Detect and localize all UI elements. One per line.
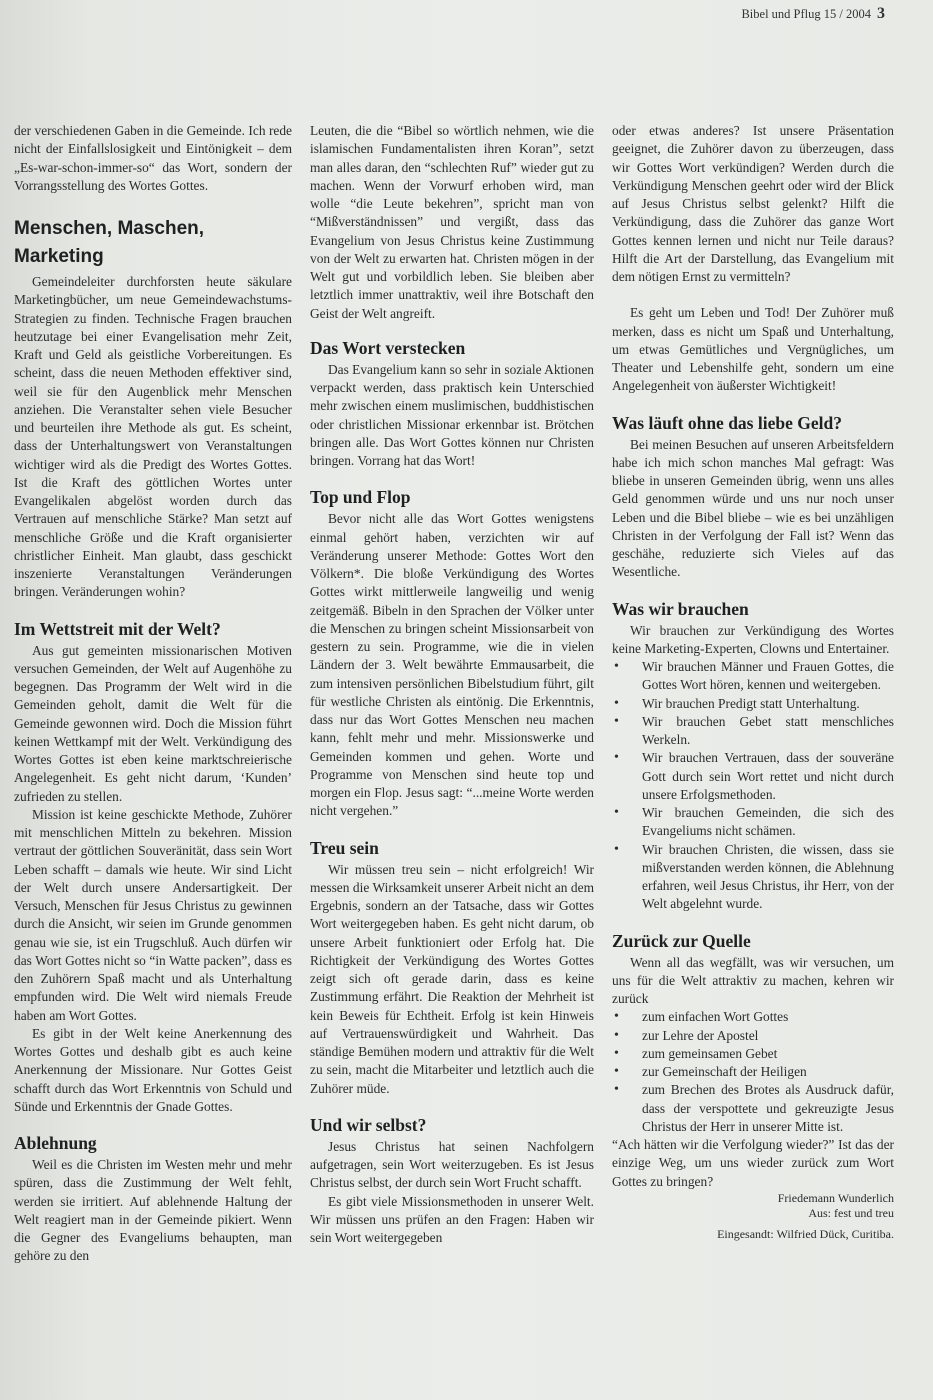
col2-intro: Leuten, die die “Bibel so wörtlich nehmen, wie die islamischen Fundamentalisten ihren Koran”, setzt man alles daran, den “schlechten Ruf” wieder gut zu machen. Wenn der Vorwurf erhoben wird, man wolle “die Leute bekehren”, spricht man von “Mißverständnissen” und vergißt, dass das Evangelium von Jesus Christus keine Zustimmung von der Welt zu erwarten hat. Christen mögen in der Welt gut und vorbildlich leben. Sie bleiben aber letztlich immer unattraktiv, weil ihre Botschaft den Geist der Welt angreift. (310, 123, 594, 321)
list-item: • Wir brauchen Vertrauen, dass der souveräne Gott durch sein Wort rettet und nicht durch unsere Erfolgsmethoden. (612, 749, 894, 804)
paragraph-treu: Wir müssen treu sein – nicht erfolgreich! Wir messen die Wirksamkeit unserer Arbeit nicht an dem Ergebnis, sondern an der Tatsache, dass wir Gottes Wort weitergegeben haben. Es geht nicht darum, ob unsere Arbeit funktioniert oder Erfolg hat. Die Richtigkeit der Verkündigung des Wortes Gottes zeigt sich oft gerade darin, dass es keine Zustimmung erfährt. Die Reaktion der Mehrheit ist kein Beweis für Echtheit. Erfolg ist kein Hinweis auf Vertrauenswürdigkeit und Wahrheit. Das ständige Bemühen modern und attraktiv für die Welt zu sein, macht die Mitarbeiter und letztlich auch die Zuhörer müde. (310, 861, 594, 1096)
heading-brauchen: Was wir brauchen (612, 598, 749, 619)
list-item: • zum einfachen Wort Gottes (612, 1008, 894, 1026)
col1-intro: der verschiedenen Gaben in die Gemeinde. Ich rede nicht der Einfallslosigkeit und Eintönigkeit – dem „Es-war-schon-immer-so“ das Wort, sondern der Vorrangsstellung des Wortes Gottes. (14, 123, 292, 193)
paragraph-selbst-2: Es gibt viele Missionsmethoden in unserer Welt. Wir müssen uns prüfen an den Fragen: Haben wir sein Wort weitergegeben (310, 1193, 594, 1245)
heading-ablehnung: Ablehnung (14, 1133, 97, 1153)
paragraph-verfolgung: “Ach hätten wir die Verfolgung wieder?” Ist das der einzige Weg, um uns wieder zurück zum Wort Gottes zu bringen? (612, 1137, 894, 1189)
paragraph-wettstreit-1: Aus gut gemeinten missionarischen Motiven versuchen Gemeinden, der Welt auf Augenhöhe zu begegnen. Das Programm der Welt wird in die Gemeinden geholt, damit die Welt für die Gemeinde gewonnen wird. Doch die Mission führt keinen Wettkampf mit der Welt. Verkündigung des Wortes Gottes ist eben keine marktschreierische Angelegenheit. Es geht nicht darum, ‘Kunden’ zufrieden zu stellen. (14, 642, 292, 804)
spacer (612, 286, 894, 304)
paragraph-top-flop: Bevor nicht alle das Wort Gottes wenigstens einmal gehört haben, verzichten wir auf Veränderung unserer Methode: Gottes Wort den Völkern*. Die bloße Verkündigung des Wortes Gottes wirkt mittlerweile langweilig und wenig zeitgemäß. Bibeln in den Sprachen der Völker unter die Menschen zu bringen scheint Missionsarbeit von gestern zu sein. Programme, wie die in vielen Ländern der 3. Welt bewährte Emmausarbeit, die zum intensiven persönlichen Bibelstudium führt, gilt für westliche Christen als eintönig. Die Erkenntnis, dass nur das Wort Gottes Menschen neu machen kann, fehlt mehr und mehr. Missionswerke und Gemeinden kommen und gehen. Worte und Programme von Menschen sind heute top und morgen ein Flop. Jesus sagt: “...meine Worte werden nicht vergehen.” (310, 511, 594, 819)
list-item: • Wir brauchen Predigt statt Unterhaltung. (612, 695, 894, 713)
paragraph-geld: Bei meinen Besuchen auf unseren Arbeitsfeldern habe ich mich schon manches Mal gefragt: Was bliebe in unseren Gemeinden übrig, wenn uns alles Geld genommen würde und uns nur noch unser Leben und die Bibel bliebe – wie es bei unzähligen Christen in der Verfolgung der Fall ist? Wenn das geschähe, reduzierte sich Vieles auf das Wesentliche. (612, 436, 894, 580)
paragraph-wettstreit-2: Mission ist keine geschickte Methode, Zuhörer mit menschlichen Mitteln zu bekehren. Mission vertraut der göttlichen Souveränität, dass sein Wort Leben schafft – damals wie heute. Wir sind Licht der Welt durch unsere Andersartigkeit. Der Versuch, Menschen für Jesus Christus zu gewinnen durch die Ansicht, wir seien im Grunde genommen genau wie sie, ist ein Trugschluß. Auch dürfen wir das Wort Gottes nicht so “in Watte packen”, dass es den Zuhörern Spaß macht und als Unterhaltung empfunden wird. Die Welt wird niemals Freude haben am Wort Gottes. (14, 806, 292, 1023)
author-name: Friedemann Wunderlich (777, 1190, 894, 1205)
paragraph-verstecken: Das Evangelium kann so sehr in soziale Aktionen verpackt werden, dass praktisch kein Unterschied mehr zwischen einem muslimischen, buddhistischen oder christlichen Missionar erkennbar ist. Brötchen bringen alle. Das Wort Gottes können nur Christen bringen. Vorrang hat das Wort! (310, 361, 594, 468)
paragraph-brauchen: Wir brauchen zur Verkündigung des Wortes keine Marketing-Experten, Clowns und Entertainer. (612, 622, 894, 656)
paragraph-leben: Es geht um Leben und Tod! Der Zuhörer muß merken, dass es nicht um Spaß und Unterhaltung, um etwas Gemütliches und Vergnügliches, um Theater und Lebenshilfe geht, sondern um eine Angelegenheit von äußerster Wichtigkeit! (612, 305, 894, 394)
list-item: • zum gemeinsamen Gebet (612, 1045, 894, 1063)
list-item: • zum Brechen des Brotes als Ausdruck dafür, dass der verspottete und gekreuzigte Jesus Christus der Herr in unserer Mitte ist. (612, 1081, 894, 1136)
column-1 (14, 122, 292, 1266)
heading-selbst: Und wir selbst? (310, 1114, 427, 1135)
list-item: • zur Lehre der Apostel (612, 1027, 894, 1045)
paragraph-selbst-1: Jesus Christus hat seinen Nachfolgern aufgetragen, sein Wort weiterzugeben. Es ist Jesus Christus selbst, der durch sein Wort Frucht schafft. (310, 1138, 594, 1191)
column-2 (310, 122, 594, 1247)
paragraph-quelle: Wenn all das wegfällt, was wir versuchen, um uns für die Welt attraktiv zu machen, kehren wir zurück (612, 954, 894, 1006)
heading-top-flop: Top und Flop (310, 487, 411, 508)
col3-intro: oder etwas anderes? Ist unsere Präsentation geeignet, die Zuhörer davon zu überzeugen, dass wir Gottes Wort verkündigen? Werden durch die Verkündigung Menschen geehrt oder wird der Blick auf Jesus Christus selbst gelenkt? Hilft die Verkündigung, dass die Zuhörer das ganze Wort Gottes kennen lernen und nicht nur Teile daraus? Hilft die Art der Darstellung, das Evangelium mit dem nötigen Ernst zu vermitteln? (612, 123, 894, 284)
page-header (741, 5, 885, 23)
header-title: Bibel und Pflug 15 / 2004 (741, 7, 871, 21)
page-number: 3 (877, 5, 885, 22)
paragraph-marketing: Gemeindeleiter durchforsten heute säkulare Marketingbücher, um neue Gemeindewachstums-Strategien zu finden. Technische Fragen brauchen heutzutage bei einer Evangelisation mehr Zeit, Kraft und Geld als geistliche Vorbereitungen. Es scheint, dass die neuen Methoden effektiver sind, weil sie für den Augenblick mehr Menschen anziehen. Die Veranstalter sehen viele Besucher und beurteilen ihre Methode als gut. Es scheint, dass der Unterhaltungswert von Veranstaltungen wichtiger wird als die Predigt des Wortes Gottes. Ist die Kraft des göttlichen Wortes unter Evangelikalen abgelöst worden durch das Vertrauen auf menschliche Stärke? Man setzt auf menschliche Größe und die Kraft organisierter christlicher Einheit. Man glaubt, dass geschickt inszenierte Veranstaltungen Veränderungen bringen. Veränderungen wohin? (14, 274, 292, 600)
heading-treu: Treu sein (310, 837, 379, 858)
brauchen-list (612, 658, 894, 914)
sent-by-note: Eingesandt: Wilfried Dück, Curitiba. (717, 1226, 894, 1241)
heading-geld: Was läuft ohne das liebe Geld? (612, 412, 842, 433)
heading-verstecken: Das Wort verstecken (310, 337, 466, 358)
background-watermark (612, 40, 912, 120)
paragraph-wettstreit-3: Es gibt in der Welt keine Anerkennung des Wortes Gottes und deshalb gibt es auch keine Anerkennung der Missionare. Nur Gottes Geist schafft durch das Wort Erkenntnis von Schuld und Sünde und Erkenntnis der Gnade Gottes. (14, 1025, 292, 1114)
list-item: • Wir brauchen Christen, die wissen, dass sie mißverstanden werden können, die Ablehnung erfahren, weil Jesus Christus, ihr Herr, von der Welt abgelehnt wurde. (612, 841, 894, 914)
source-note: Aus: fest und treu (808, 1205, 894, 1220)
list-item: • zur Gemeinschaft der Heiligen (612, 1063, 894, 1081)
quelle-list (612, 1008, 894, 1136)
list-item: • Wir brauchen Männer und Frauen Gottes, die Gottes Wort hören, kennen und weitergeben. (612, 658, 894, 695)
heading-marketing: Menschen, Maschen, Marketing (14, 218, 205, 267)
paragraph-ablehnung: Weil es die Christen im Westen mehr und mehr spüren, dass die Zustimmung der Welt fehlt, werden sie irritiert. Auf ablehnende Haltung der Welt reagiert man in der Gemeinde pikiert. Wenn die Gegner des Evangeliums behaupten, man gehöre zu den (14, 1157, 292, 1264)
list-item: • Wir brauchen Gebet statt menschliches Werkeln. (612, 713, 894, 750)
heading-quelle: Zurück zur Quelle (612, 930, 751, 951)
heading-wettstreit: Im Wettstreit mit der Welt? (14, 618, 221, 639)
column-3 (612, 122, 894, 1242)
list-item: • Wir brauchen Gemeinden, die sich des Evangeliums nicht schämen. (612, 804, 894, 841)
